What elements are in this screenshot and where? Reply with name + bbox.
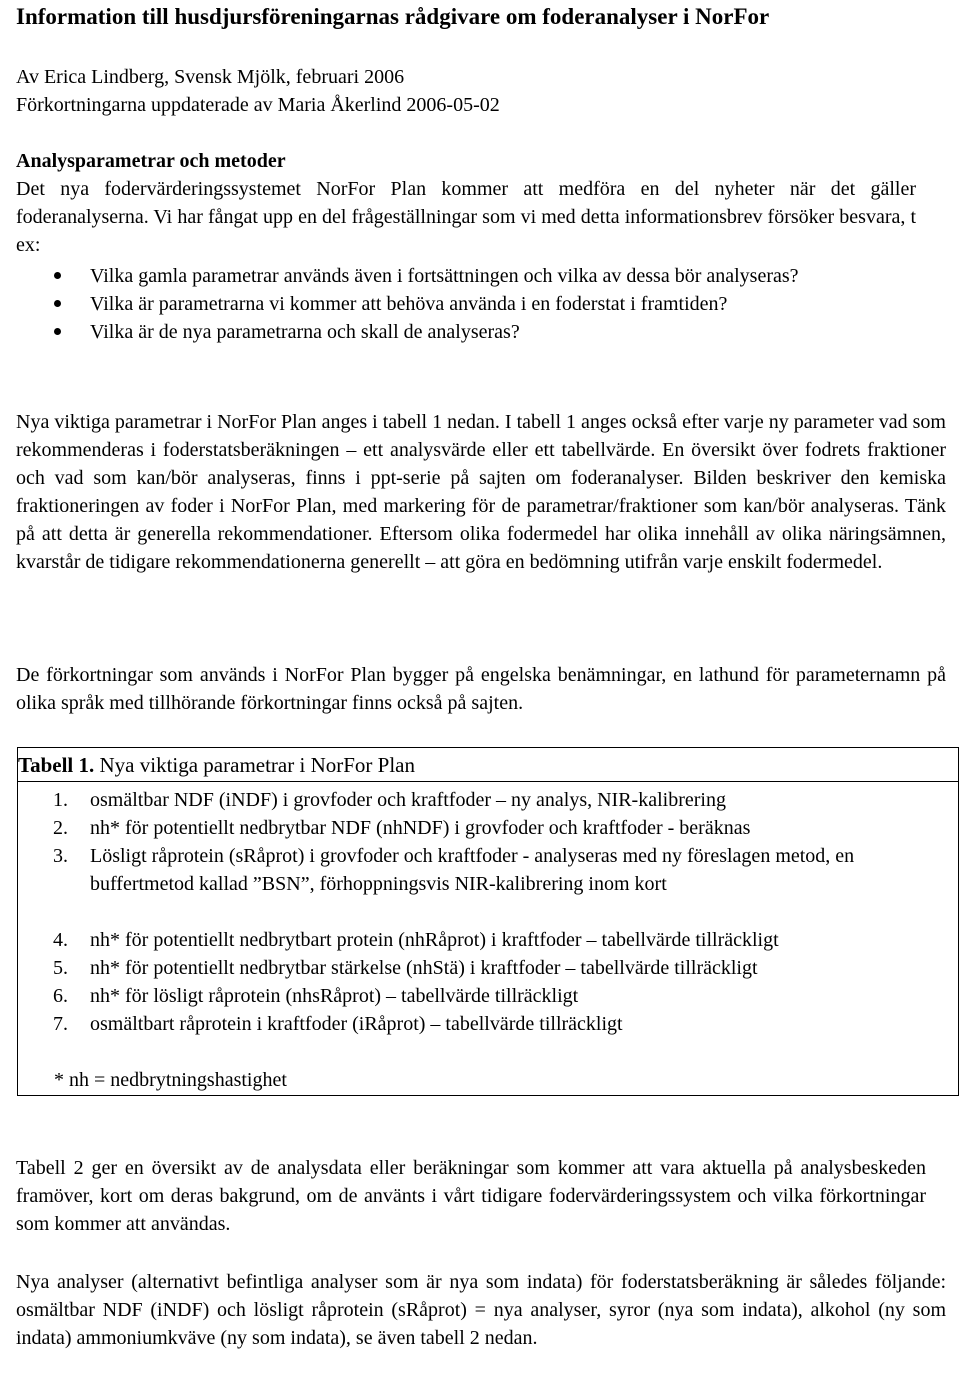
list-item (18, 954, 958, 982)
bullet-text: Vilka är de nya parametrarna och skall de analyseras? (90, 321, 520, 343)
item-number: 5. (53, 957, 68, 979)
table-caption-label: Tabell 1. (18, 753, 95, 777)
item-text: nh* för potentiellt nedbrytbart protein (nhRåprot) i kraftfoder – tabellvärde tillräckligt (90, 929, 779, 951)
list-item (16, 262, 946, 290)
table-caption (18, 748, 958, 782)
bullet-text: Vilka gamla parametrar används även i fortsättningen och vilka av dessa bör analyseras? (90, 265, 799, 287)
item-text: nh* för lösligt råprotein (nhsRåprot) – tabellvärde tillräckligt (90, 985, 579, 1007)
bullet-icon (54, 328, 61, 335)
item-number: 3. (53, 845, 68, 867)
item-text: Lösligt råprotein (sRåprot) i grovfoder och kraftfoder - analyseras med ny föreslagen metod, en buffertmetod kallad ”BSN”, förhoppningsvis NIR-kalibrering inom kort (90, 845, 855, 895)
parameter-list (18, 786, 958, 1038)
table-footnote: * nh = nedbrytningshastighet (54, 1069, 287, 1091)
item-text: osmältbar NDF (iNDF) i grovfoder och kraftfoder – ny analys, NIR-kalibrering (90, 789, 726, 811)
item-number: 2. (53, 817, 68, 839)
question-list (16, 262, 946, 346)
item-number: 6. (53, 985, 68, 1007)
list-item (18, 926, 958, 954)
list-item (16, 318, 946, 346)
list-item (16, 290, 946, 318)
item-number: 7. (53, 1013, 68, 1035)
item-text: osmältbart råprotein i kraftfoder (iRåprot) – tabellvärde tillräckligt (90, 1013, 623, 1035)
list-item (18, 1010, 958, 1038)
bullet-icon (54, 300, 61, 307)
abbreviations-paragraph: De förkortningar som används i NorFor Plan bygger på engelska benämningar, en lathund för parameternamn på olika språk med tillhörande förkortningar finns också på sajten. (16, 664, 946, 714)
bullet-icon (54, 272, 61, 279)
list-item (18, 842, 958, 898)
item-number: 4. (53, 929, 68, 951)
document-title: Information till husdjursföreningarnas rådgivare om foderanalyser i NorFor (16, 4, 770, 29)
table-caption-text: Nya viktiga parametrar i NorFor Plan (99, 753, 415, 777)
item-number: 1. (53, 789, 68, 811)
item-text: nh* för potentiellt nedbrytbar stärkelse (nhStä) i kraftfoder – tabellvärde tillräckligt (90, 957, 758, 979)
table2-paragraph: Tabell 2 ger en översikt av de analysdata eller beräkningar som kommer att vara aktuella på analysbeskeden framöver, kort om deras bakgrund, om de använts i vårt tidigare fodervärderingssystem och vilka förkortningar som kommer att användas. (16, 1157, 926, 1235)
parameters-paragraph: Nya viktiga parametrar i NorFor Plan anges i tabell 1 nedan. I tabell 1 anges också efter varje ny parameter vad som rekommenderas i foderstatsberäkningen – ett analysvärde eller ett tabellvärde. En översikt över fodrets fraktioner och vad som kan/bör analyseras, finns i ppt-serie på sajten om foderanalyser. Bilden beskriver den kemiska fraktioneringen av foder i NorFor Plan, med markering för de parametrar/fraktioner som kan/bör analyseras. Tänk på att detta är generella rekommendationer. Eftersom olika fodermedel har olika innehåll av olika näringsämnen, kvarstår de tidigare rekommendationerna generellt – att göra en bedömning utifrån varje enskilt fodermedel. (16, 411, 946, 573)
table-1 (17, 747, 959, 1096)
list-item (18, 982, 958, 1010)
list-item (18, 786, 958, 814)
list-item (18, 814, 958, 842)
item-text: nh* för potentiellt nedbrytbar NDF (nhNDF) i grovfoder och kraftfoder - beräknas (90, 817, 751, 839)
update-line: Förkortningarna uppdaterade av Maria Åkerlind 2006-05-02 (16, 94, 500, 116)
intro-paragraph: Det nya fodervärderingssystemet NorFor Plan kommer att medföra en del nyheter när det gäller foderanalyserna. Vi har fångat upp en del frågeställningar som vi med detta informationsbrev försöker besvara, t ex: (16, 178, 916, 256)
author-line: Av Erica Lindberg, Svensk Mjölk, februari 2006 (16, 66, 405, 88)
new-analyses-paragraph: Nya analyser (alternativt befintliga analyser som är nya som indata) för foderstatsberäkning är således följande: osmältbar NDF (iNDF) och lösligt råprotein (sRåprot) = nya analyser, syror (nya som indata), alkohol (ny som indata) ammoniumkväve (ny som indata), se även tabell 2 nedan. (16, 1271, 946, 1349)
section-heading: Analysparametrar och metoder (16, 150, 286, 172)
bullet-text: Vilka är parametrarna vi kommer att behöva använda i en foderstat i framtiden? (90, 293, 728, 315)
